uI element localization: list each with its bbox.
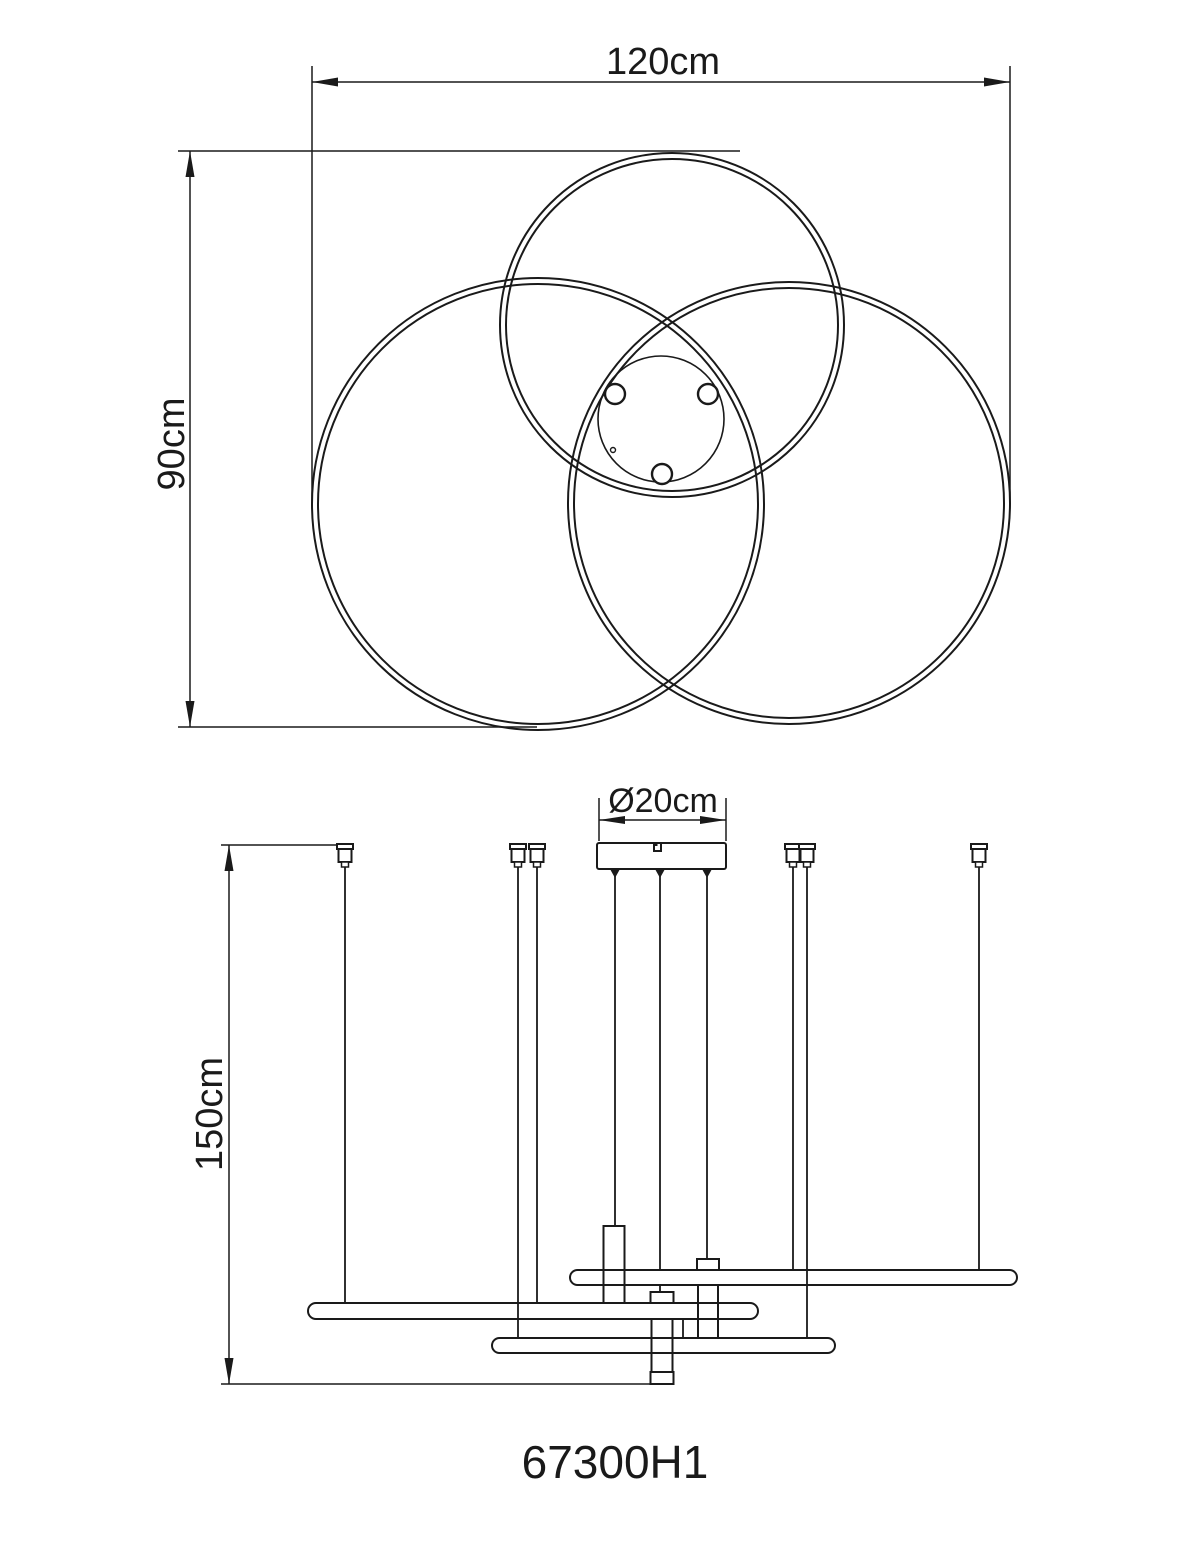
suspension-cables [345, 867, 979, 1338]
center-rod-end-cap [651, 1372, 674, 1384]
ceiling-fitting [971, 844, 987, 867]
dimension-height-label: 90cm [151, 397, 193, 491]
ceiling-fitting [529, 844, 545, 867]
cable-hole-bottom [652, 464, 672, 484]
top-view [312, 153, 1010, 730]
dimension-canopy-label: Ø20cm [608, 782, 718, 820]
rod-sleeve-left [604, 1226, 625, 1303]
ceiling-fitting [337, 844, 353, 867]
dimension-width [312, 41, 1010, 504]
arrowhead-bottom [186, 701, 195, 727]
arrowhead-bottom [225, 1358, 234, 1384]
side-view [308, 843, 1017, 1384]
ring-small-top [500, 153, 844, 497]
canopy-side-view [597, 843, 726, 869]
ring-large-right [568, 282, 1010, 724]
arrowhead-left [312, 78, 338, 87]
ring-bar-small [492, 1338, 835, 1353]
ring-bar-right [570, 1270, 1017, 1285]
right-rod-collar [697, 1259, 719, 1270]
arrowhead-top [225, 845, 234, 871]
center-rod-collar [651, 1292, 674, 1303]
ring-bar-left [308, 1303, 758, 1319]
dimension-suspension-label: 150cm [189, 1056, 231, 1172]
arrowhead-top [186, 151, 195, 177]
cable-hole-right [698, 384, 718, 404]
ceiling-fitting [510, 844, 526, 867]
arrowhead-right [984, 78, 1010, 87]
screw-hole [611, 448, 616, 453]
dimension-canopy-diameter [599, 782, 726, 841]
dimension-width-label: 120cm [605, 41, 721, 83]
dimension-height [151, 151, 740, 727]
cable-hole-left [605, 384, 625, 404]
model-number-label: 67300H1 [521, 1436, 709, 1488]
ceiling-fitting [799, 844, 815, 867]
ring-bars [308, 1270, 1017, 1353]
ring-large-left [312, 278, 764, 730]
